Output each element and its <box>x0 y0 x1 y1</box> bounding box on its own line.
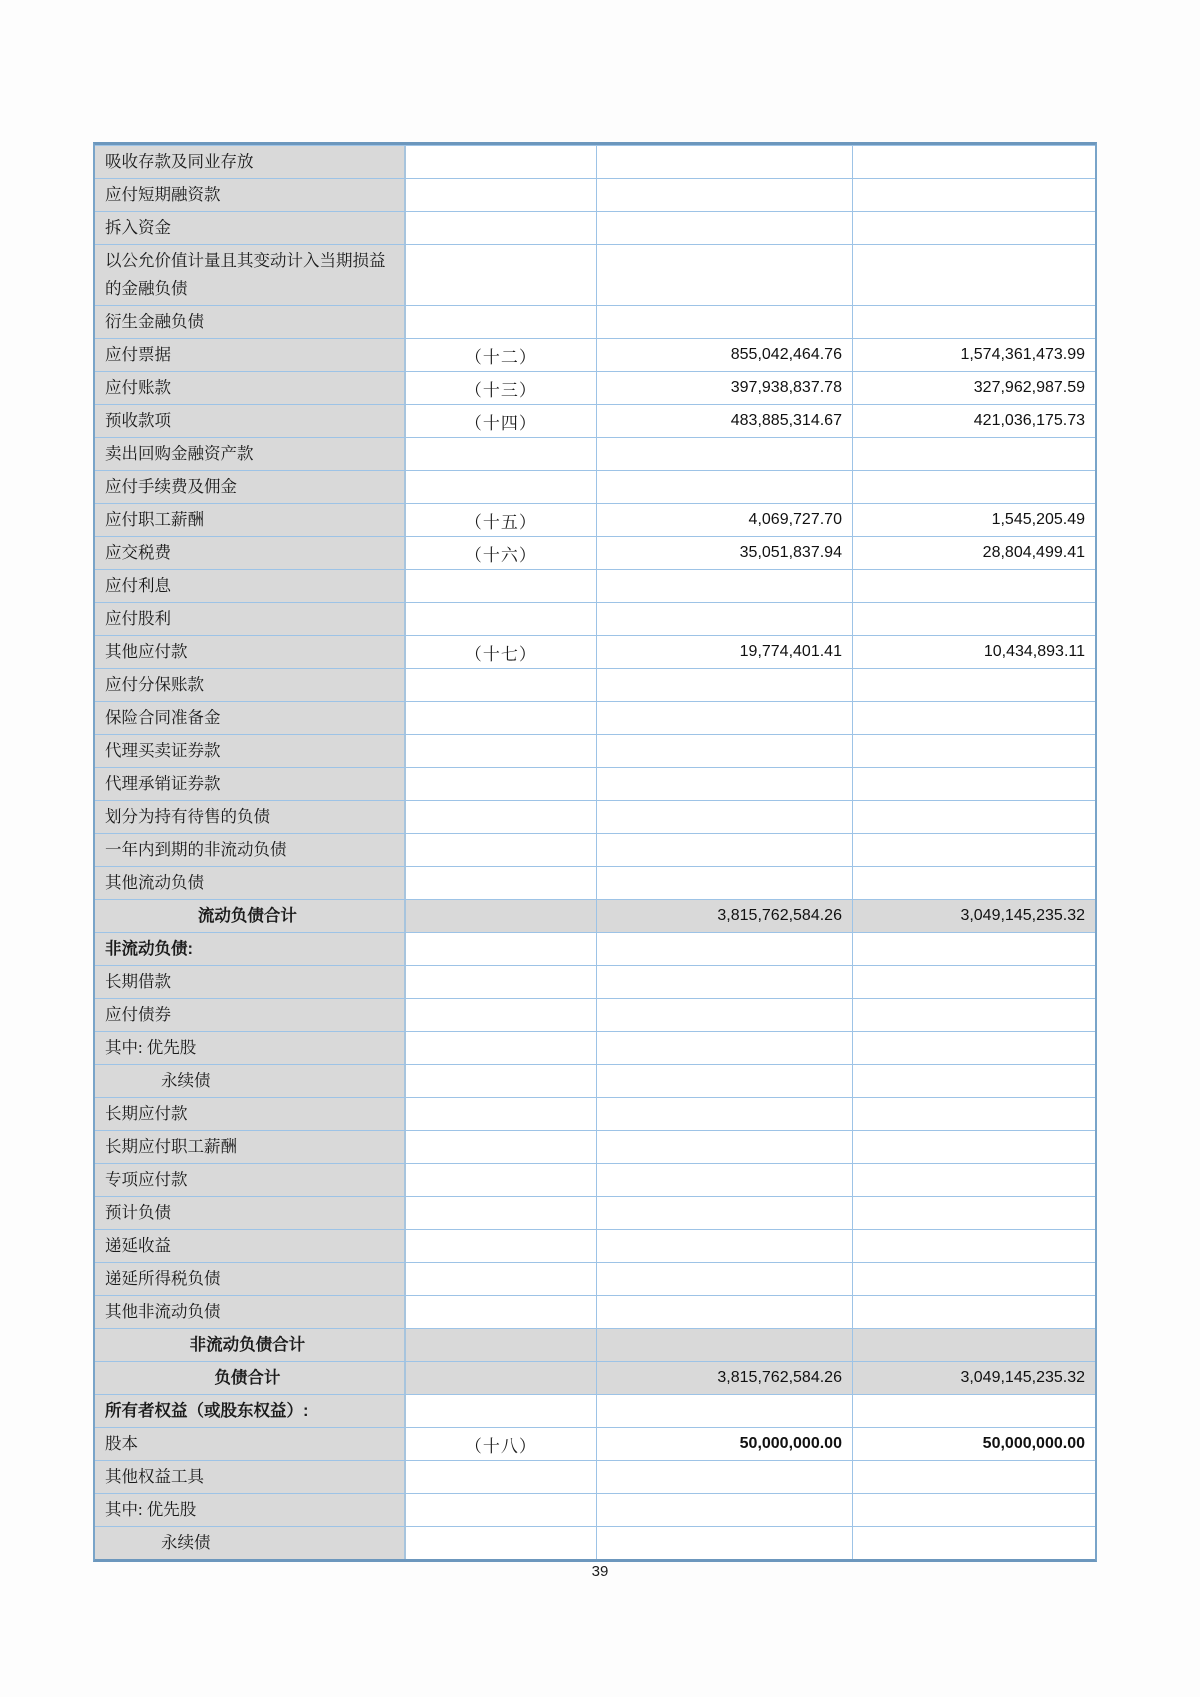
item-label: 衍生金融负债 <box>105 312 204 331</box>
current-period-amount: 35,051,837.94 <box>739 544 842 561</box>
note-reference: （十七） <box>464 644 537 664</box>
current-period-amount-cell <box>597 306 853 338</box>
table-row <box>95 1031 1095 1064</box>
current-period-amount-cell <box>597 966 853 998</box>
prior-period-amount-cell <box>853 438 1095 470</box>
item-label: 应付职工薪酬 <box>105 510 204 529</box>
note-reference-cell <box>406 1197 597 1229</box>
item-label-cell <box>95 537 406 569</box>
item-label-cell <box>95 438 406 470</box>
item-label-cell <box>95 1362 406 1394</box>
note-reference: （十六） <box>464 545 537 565</box>
current-period-amount-cell <box>597 471 853 503</box>
current-period-amount: 483,885,314.67 <box>730 412 842 429</box>
item-label-cell <box>95 933 406 965</box>
prior-period-amount-cell <box>853 768 1095 800</box>
note-reference-cell <box>406 212 597 244</box>
item-label-cell <box>95 1197 406 1229</box>
item-label-cell <box>95 1098 406 1130</box>
note-reference-cell <box>406 1098 597 1130</box>
note-reference-cell <box>406 1296 597 1328</box>
table-row <box>95 899 1095 932</box>
current-period-amount-cell <box>597 867 853 899</box>
prior-period-amount-cell <box>853 1230 1095 1262</box>
item-label: 应付手续费及佣金 <box>105 477 237 496</box>
prior-period-amount-cell <box>853 900 1095 932</box>
note-reference-cell <box>406 1065 597 1097</box>
note-reference-cell <box>406 504 597 536</box>
note-reference: （十五） <box>464 512 537 532</box>
item-label: 划分为持有待售的负债 <box>105 807 270 826</box>
prior-period-amount-cell <box>853 1461 1095 1493</box>
note-reference-cell <box>406 1164 597 1196</box>
item-label-cell <box>95 900 406 932</box>
note-reference-cell <box>406 438 597 470</box>
item-label-cell <box>95 1428 406 1460</box>
table-row <box>95 635 1095 668</box>
item-label: 永续债 <box>161 1533 211 1552</box>
note-reference-cell <box>406 570 597 602</box>
prior-period-amount-cell <box>853 537 1095 569</box>
item-label: 应交税费 <box>105 543 171 562</box>
prior-period-amount-cell <box>853 1164 1095 1196</box>
note-reference-cell <box>406 1329 597 1361</box>
current-period-amount-cell <box>597 801 853 833</box>
note-reference-cell <box>406 669 597 701</box>
prior-period-amount-cell <box>853 146 1095 178</box>
prior-period-amount: 50,000,000.00 <box>982 1435 1085 1452</box>
table-row <box>95 503 1095 536</box>
table-row <box>95 1394 1095 1427</box>
item-label-cell <box>95 1032 406 1064</box>
item-label-cell <box>95 1263 406 1295</box>
note-reference: （十二） <box>464 347 537 367</box>
current-period-amount-cell <box>597 1527 853 1559</box>
item-label: 预收款项 <box>105 411 171 430</box>
table-row <box>95 536 1095 569</box>
prior-period-amount: 421,036,175.73 <box>973 412 1085 429</box>
prior-period-amount-cell <box>853 1494 1095 1526</box>
item-label-cell <box>95 1461 406 1493</box>
item-label: 长期借款 <box>105 972 171 991</box>
prior-period-amount-cell <box>853 1395 1095 1427</box>
table-row <box>95 1427 1095 1460</box>
item-label-cell <box>95 1131 406 1163</box>
item-label: 递延所得税负债 <box>105 1269 221 1288</box>
table-row <box>95 244 1095 305</box>
item-label: 以公允价值计量且其变动计入当期损益的金融负债 <box>105 251 386 298</box>
prior-period-amount-cell <box>853 179 1095 211</box>
item-label: 代理承销证券款 <box>105 774 221 793</box>
note-reference-cell <box>406 1494 597 1526</box>
prior-period-amount-cell <box>853 306 1095 338</box>
item-label-cell <box>95 1527 406 1559</box>
prior-period-amount-cell <box>853 372 1095 404</box>
note-reference-cell <box>406 1230 597 1262</box>
item-label: 专项应付款 <box>105 1170 188 1189</box>
item-label-cell <box>95 212 406 244</box>
item-label: 长期应付职工薪酬 <box>105 1137 237 1156</box>
item-label: 卖出回购金融资产款 <box>105 444 254 463</box>
table-row <box>95 211 1095 244</box>
item-label: 负债合计 <box>214 1369 281 1387</box>
current-period-amount-cell <box>597 1197 853 1229</box>
prior-period-amount-cell <box>853 702 1095 734</box>
table-row <box>95 833 1095 866</box>
item-label: 其他流动负债 <box>105 873 204 892</box>
note-reference-cell <box>406 801 597 833</box>
current-period-amount-cell <box>597 636 853 668</box>
note-reference-cell <box>406 702 597 734</box>
prior-period-amount-cell <box>853 1098 1095 1130</box>
note-reference-cell <box>406 179 597 211</box>
current-period-amount: 3,815,762,584.26 <box>717 1369 842 1386</box>
note-reference-cell <box>406 867 597 899</box>
prior-period-amount-cell <box>853 834 1095 866</box>
table-row <box>95 1328 1095 1361</box>
prior-period-amount: 3,049,145,235.32 <box>960 907 1085 924</box>
prior-period-amount-cell <box>853 1527 1095 1559</box>
item-label: 其他非流动负债 <box>105 1302 221 1321</box>
note-reference: （十四） <box>464 413 537 433</box>
item-label: 流动负债合计 <box>197 907 297 925</box>
table-row <box>95 1229 1095 1262</box>
current-period-amount-cell <box>597 372 853 404</box>
item-label: 长期应付款 <box>105 1104 188 1123</box>
item-label: 其他权益工具 <box>105 1467 204 1486</box>
item-label: 应付利息 <box>105 576 171 595</box>
prior-period-amount: 3,049,145,235.32 <box>960 1369 1085 1386</box>
item-label-cell <box>95 1329 406 1361</box>
current-period-amount-cell <box>597 1494 853 1526</box>
item-label-cell <box>95 768 406 800</box>
note-reference-cell <box>406 146 597 178</box>
item-label: 应付分保账款 <box>105 675 204 694</box>
item-label: 其中: 优先股 <box>105 1038 197 1057</box>
item-label: 应付票据 <box>105 345 171 364</box>
item-label-cell <box>95 306 406 338</box>
item-label: 股本 <box>105 1434 138 1453</box>
table-row <box>95 932 1095 965</box>
note-reference-cell <box>406 1131 597 1163</box>
table-row <box>95 404 1095 437</box>
table-row <box>95 800 1095 833</box>
current-period-amount-cell <box>597 735 853 767</box>
item-label-cell <box>95 1230 406 1262</box>
item-label: 递延收益 <box>105 1236 171 1255</box>
prior-period-amount-cell <box>853 212 1095 244</box>
note-reference-cell <box>406 471 597 503</box>
prior-period-amount: 1,545,205.49 <box>991 511 1085 528</box>
prior-period-amount: 1,574,361,473.99 <box>960 346 1085 363</box>
prior-period-amount: 327,962,987.59 <box>973 379 1085 396</box>
table-row <box>95 1064 1095 1097</box>
item-label: 吸收存款及同业存放 <box>105 152 254 171</box>
note-reference-cell <box>406 933 597 965</box>
table-row <box>95 437 1095 470</box>
prior-period-amount-cell <box>853 1329 1095 1361</box>
prior-period-amount: 28,804,499.41 <box>982 544 1085 561</box>
item-label-cell <box>95 570 406 602</box>
table-row <box>95 1097 1095 1130</box>
note-reference-cell <box>406 1461 597 1493</box>
note-reference-cell <box>406 966 597 998</box>
current-period-amount-cell <box>597 1230 853 1262</box>
table-row <box>95 602 1095 635</box>
current-period-amount-cell <box>597 405 853 437</box>
note-reference-cell <box>406 603 597 635</box>
prior-period-amount: 10,434,893.11 <box>983 643 1085 660</box>
prior-period-amount-cell <box>853 933 1095 965</box>
item-label: 其中: 优先股 <box>105 1500 197 1519</box>
table-row <box>95 1460 1095 1493</box>
table-row <box>95 701 1095 734</box>
current-period-amount-cell <box>597 1263 853 1295</box>
note-reference-cell <box>406 1428 597 1460</box>
note-reference-cell <box>406 1032 597 1064</box>
table-row <box>95 1295 1095 1328</box>
prior-period-amount-cell <box>853 1296 1095 1328</box>
table-row <box>95 1361 1095 1394</box>
note-reference-cell <box>406 735 597 767</box>
table-row <box>95 371 1095 404</box>
item-label-cell <box>95 999 406 1031</box>
note-reference-cell <box>406 537 597 569</box>
item-label-cell <box>95 834 406 866</box>
current-period-amount-cell <box>597 768 853 800</box>
item-label-cell <box>95 702 406 734</box>
prior-period-amount-cell <box>853 1065 1095 1097</box>
note-reference-cell <box>406 900 597 932</box>
table-row <box>95 1262 1095 1295</box>
note-reference-cell <box>406 245 597 305</box>
current-period-amount-cell <box>597 603 853 635</box>
current-period-amount-cell <box>597 1098 853 1130</box>
item-label: 一年内到期的非流动负债 <box>105 840 287 859</box>
table-row <box>95 767 1095 800</box>
current-period-amount-cell <box>597 1032 853 1064</box>
prior-period-amount-cell <box>853 603 1095 635</box>
prior-period-amount-cell <box>853 1362 1095 1394</box>
note-reference-cell <box>406 999 597 1031</box>
note-reference-cell <box>406 306 597 338</box>
table-row <box>95 668 1095 701</box>
prior-period-amount-cell <box>853 669 1095 701</box>
item-label: 应付股利 <box>105 609 171 628</box>
current-period-amount-cell <box>597 1428 853 1460</box>
table-row <box>95 998 1095 1031</box>
note-reference-cell <box>406 372 597 404</box>
current-period-amount-cell <box>597 504 853 536</box>
table-row <box>95 866 1095 899</box>
item-label-cell <box>95 636 406 668</box>
current-period-amount-cell <box>597 933 853 965</box>
current-period-amount-cell <box>597 179 853 211</box>
table-row <box>95 145 1095 178</box>
current-period-amount-cell <box>597 146 853 178</box>
prior-period-amount-cell <box>853 245 1095 305</box>
item-label-cell <box>95 405 406 437</box>
prior-period-amount-cell <box>853 735 1095 767</box>
current-period-amount-cell <box>597 834 853 866</box>
item-label: 应付账款 <box>105 378 171 397</box>
note-reference-cell <box>406 834 597 866</box>
current-period-amount-cell <box>597 900 853 932</box>
item-label-cell <box>95 669 406 701</box>
item-label: 非流动负债: <box>105 940 193 958</box>
prior-period-amount-cell <box>853 966 1095 998</box>
item-label-cell <box>95 372 406 404</box>
prior-period-amount-cell <box>853 636 1095 668</box>
current-period-amount: 50,000,000.00 <box>739 1435 842 1452</box>
current-period-amount-cell <box>597 438 853 470</box>
item-label-cell <box>95 1065 406 1097</box>
current-period-amount-cell <box>597 1329 853 1361</box>
item-label-cell <box>95 179 406 211</box>
item-label: 拆入资金 <box>105 218 171 237</box>
item-label: 其他应付款 <box>105 642 188 661</box>
prior-period-amount-cell <box>853 471 1095 503</box>
current-period-amount: 397,938,837.78 <box>730 379 842 396</box>
item-label-cell <box>95 1296 406 1328</box>
current-period-amount-cell <box>597 212 853 244</box>
current-period-amount-cell <box>597 570 853 602</box>
note-reference-cell <box>406 405 597 437</box>
note-reference: （十八） <box>464 1436 537 1456</box>
table-row <box>95 338 1095 371</box>
current-period-amount-cell <box>597 702 853 734</box>
prior-period-amount-cell <box>853 405 1095 437</box>
current-period-amount-cell <box>597 1395 853 1427</box>
note-reference-cell <box>406 1395 597 1427</box>
current-period-amount: 855,042,464.76 <box>730 346 842 363</box>
prior-period-amount-cell <box>853 867 1095 899</box>
item-label-cell <box>95 471 406 503</box>
table-row <box>95 470 1095 503</box>
item-label-cell <box>95 339 406 371</box>
item-label-cell <box>95 966 406 998</box>
item-label-cell <box>95 245 406 305</box>
note-reference-cell <box>406 1263 597 1295</box>
current-period-amount: 3,815,762,584.26 <box>717 907 842 924</box>
item-label: 代理买卖证券款 <box>105 741 221 760</box>
balance-sheet-liabilities-table <box>93 142 1097 1562</box>
prior-period-amount-cell <box>853 1263 1095 1295</box>
current-period-amount: 19,774,401.41 <box>739 643 842 660</box>
current-period-amount-cell <box>597 537 853 569</box>
current-period-amount-cell <box>597 339 853 371</box>
table-row <box>95 1163 1095 1196</box>
item-label-cell <box>95 867 406 899</box>
item-label-cell <box>95 801 406 833</box>
item-label-cell <box>95 603 406 635</box>
prior-period-amount-cell <box>853 1032 1095 1064</box>
table-row <box>95 965 1095 998</box>
current-period-amount-cell <box>597 1461 853 1493</box>
item-label-cell <box>95 735 406 767</box>
prior-period-amount-cell <box>853 504 1095 536</box>
table-row <box>95 569 1095 602</box>
item-label: 永续债 <box>161 1071 211 1090</box>
table-row <box>95 1130 1095 1163</box>
table-row <box>95 305 1095 338</box>
current-period-amount-cell <box>597 1065 853 1097</box>
item-label: 应付债券 <box>105 1005 171 1024</box>
note-reference-cell <box>406 1362 597 1394</box>
prior-period-amount-cell <box>853 1197 1095 1229</box>
table-row <box>95 1493 1095 1526</box>
current-period-amount-cell <box>597 999 853 1031</box>
current-period-amount-cell <box>597 1296 853 1328</box>
item-label: 非流动负债合计 <box>189 1336 306 1354</box>
prior-period-amount-cell <box>853 999 1095 1031</box>
note-reference-cell <box>406 1527 597 1559</box>
item-label-cell <box>95 146 406 178</box>
note-reference: （十三） <box>464 380 537 400</box>
prior-period-amount-cell <box>853 339 1095 371</box>
current-period-amount-cell <box>597 1362 853 1394</box>
page-number: 39 <box>591 1563 609 1580</box>
table-row <box>95 1526 1095 1559</box>
item-label: 应付短期融资款 <box>105 185 221 204</box>
current-period-amount-cell <box>597 1131 853 1163</box>
table-row <box>95 734 1095 767</box>
prior-period-amount-cell <box>853 1428 1095 1460</box>
item-label: 预计负债 <box>105 1203 171 1222</box>
prior-period-amount-cell <box>853 570 1095 602</box>
prior-period-amount-cell <box>853 1131 1095 1163</box>
prior-period-amount-cell <box>853 801 1095 833</box>
item-label-cell <box>95 1494 406 1526</box>
current-period-amount-cell <box>597 669 853 701</box>
note-reference-cell <box>406 768 597 800</box>
table-row <box>95 1196 1095 1229</box>
note-reference-cell <box>406 636 597 668</box>
item-label-cell <box>95 504 406 536</box>
current-period-amount-cell <box>597 245 853 305</box>
item-label-cell <box>95 1164 406 1196</box>
item-label: 保险合同准备金 <box>105 708 221 727</box>
item-label-cell <box>95 1395 406 1427</box>
current-period-amount: 4,069,727.70 <box>748 511 842 528</box>
table-row <box>95 178 1095 211</box>
note-reference-cell <box>406 339 597 371</box>
item-label: 所有者权益（或股东权益）: <box>105 1402 309 1420</box>
current-period-amount-cell <box>597 1164 853 1196</box>
